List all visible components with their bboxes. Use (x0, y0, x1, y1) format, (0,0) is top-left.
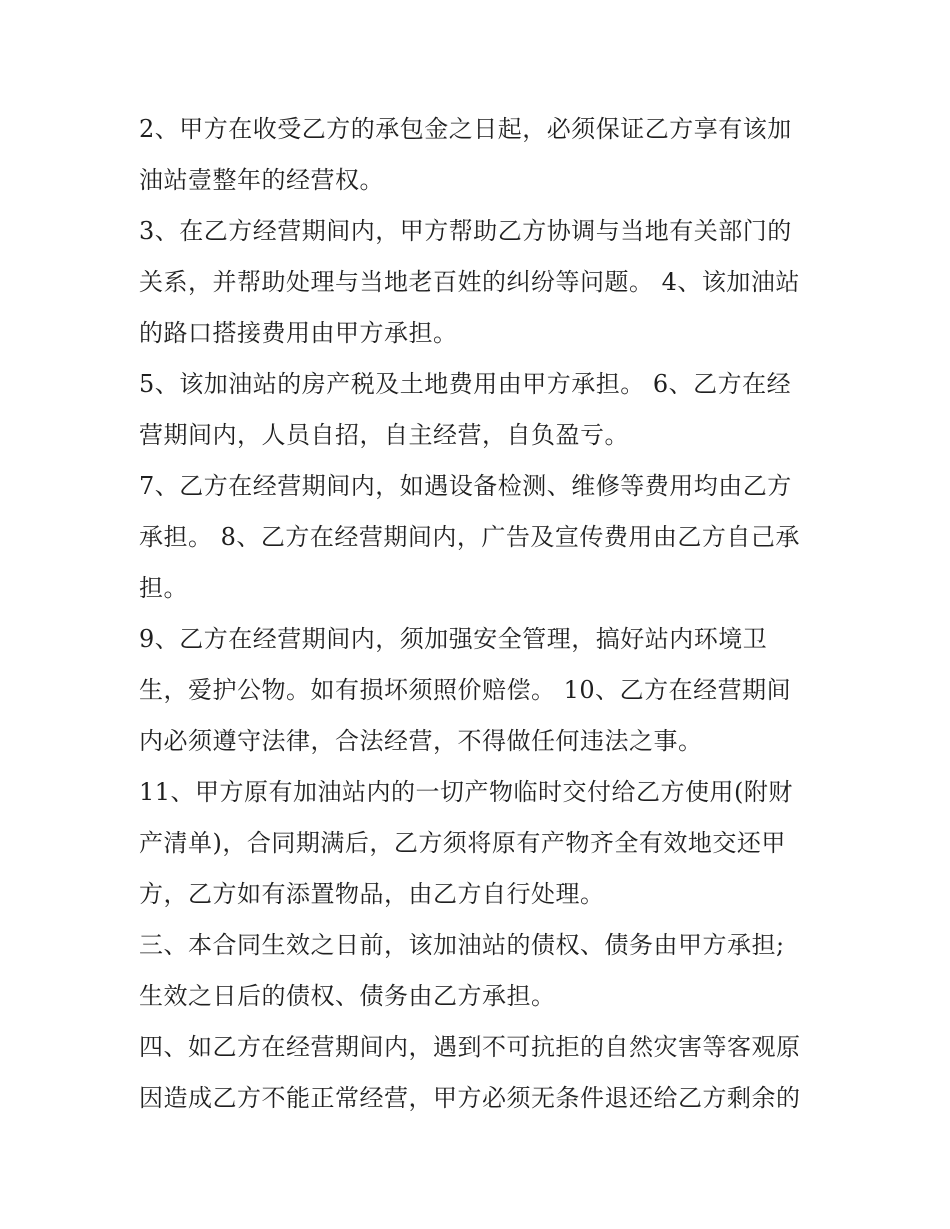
text-line: 3、在乙方经营期间内，甲方帮助乙方协调与当地有关部门的 (139, 217, 792, 245)
text-line: 5、该加油站的房产税及土地费用由甲方承担。 6、乙方在经 (139, 370, 792, 398)
text-line: 油站壹整年的经营权。 (139, 166, 384, 194)
text-line: 三、本合同生效之日前，该加油站的债权、债务由甲方承担; (139, 931, 785, 959)
text-line: 因造成乙方不能正常经营，甲方必须无条件退还给乙方剩余的 (139, 1084, 801, 1112)
text-line: 担。 (139, 574, 188, 602)
text-line: 的路口搭接费用由甲方承担。 (139, 319, 458, 347)
text-line: 9、乙方在经营期间内，须加强安全管理，搞好站内环境卫 (139, 625, 768, 653)
text-line: 7、乙方在经营期间内，如遇设备检测、维修等费用均由乙方 (139, 472, 792, 500)
text-line: 生，爱护公物。如有损坏须照价赔偿。 10、乙方在经营期间 (139, 676, 792, 704)
text-line: 内必须遵守法律，合法经营，不得做任何违法之事。 (139, 727, 703, 755)
text-line: 承担。 8、乙方在经营期间内，广告及宣传费用由乙方自己承 (139, 523, 800, 551)
document-body (139, 104, 819, 1124)
text-line: 四、如乙方在经营期间内，遇到不可抗拒的自然灾害等客观原 (139, 1033, 801, 1061)
text-line: 2、甲方在收受乙方的承包金之日起，必须保证乙方享有该加 (139, 115, 792, 143)
text-line: 产清单)，合同期满后，乙方须将原有产物齐全有效地交还甲 (139, 829, 786, 857)
text-line: 生效之日后的债权、债务由乙方承担。 (139, 982, 556, 1010)
text-line: 营期间内，人员自招，自主经营，自负盈亏。 (139, 421, 629, 449)
text-line: 方，乙方如有添置物品，由乙方自行处理。 (139, 880, 605, 908)
text-line: 关系，并帮助处理与当地老百姓的纠纷等问题。 4、该加油站 (139, 268, 800, 296)
text-line: 11、甲方原有加油站内的一切产物临时交付给乙方使用(附财 (139, 778, 793, 806)
